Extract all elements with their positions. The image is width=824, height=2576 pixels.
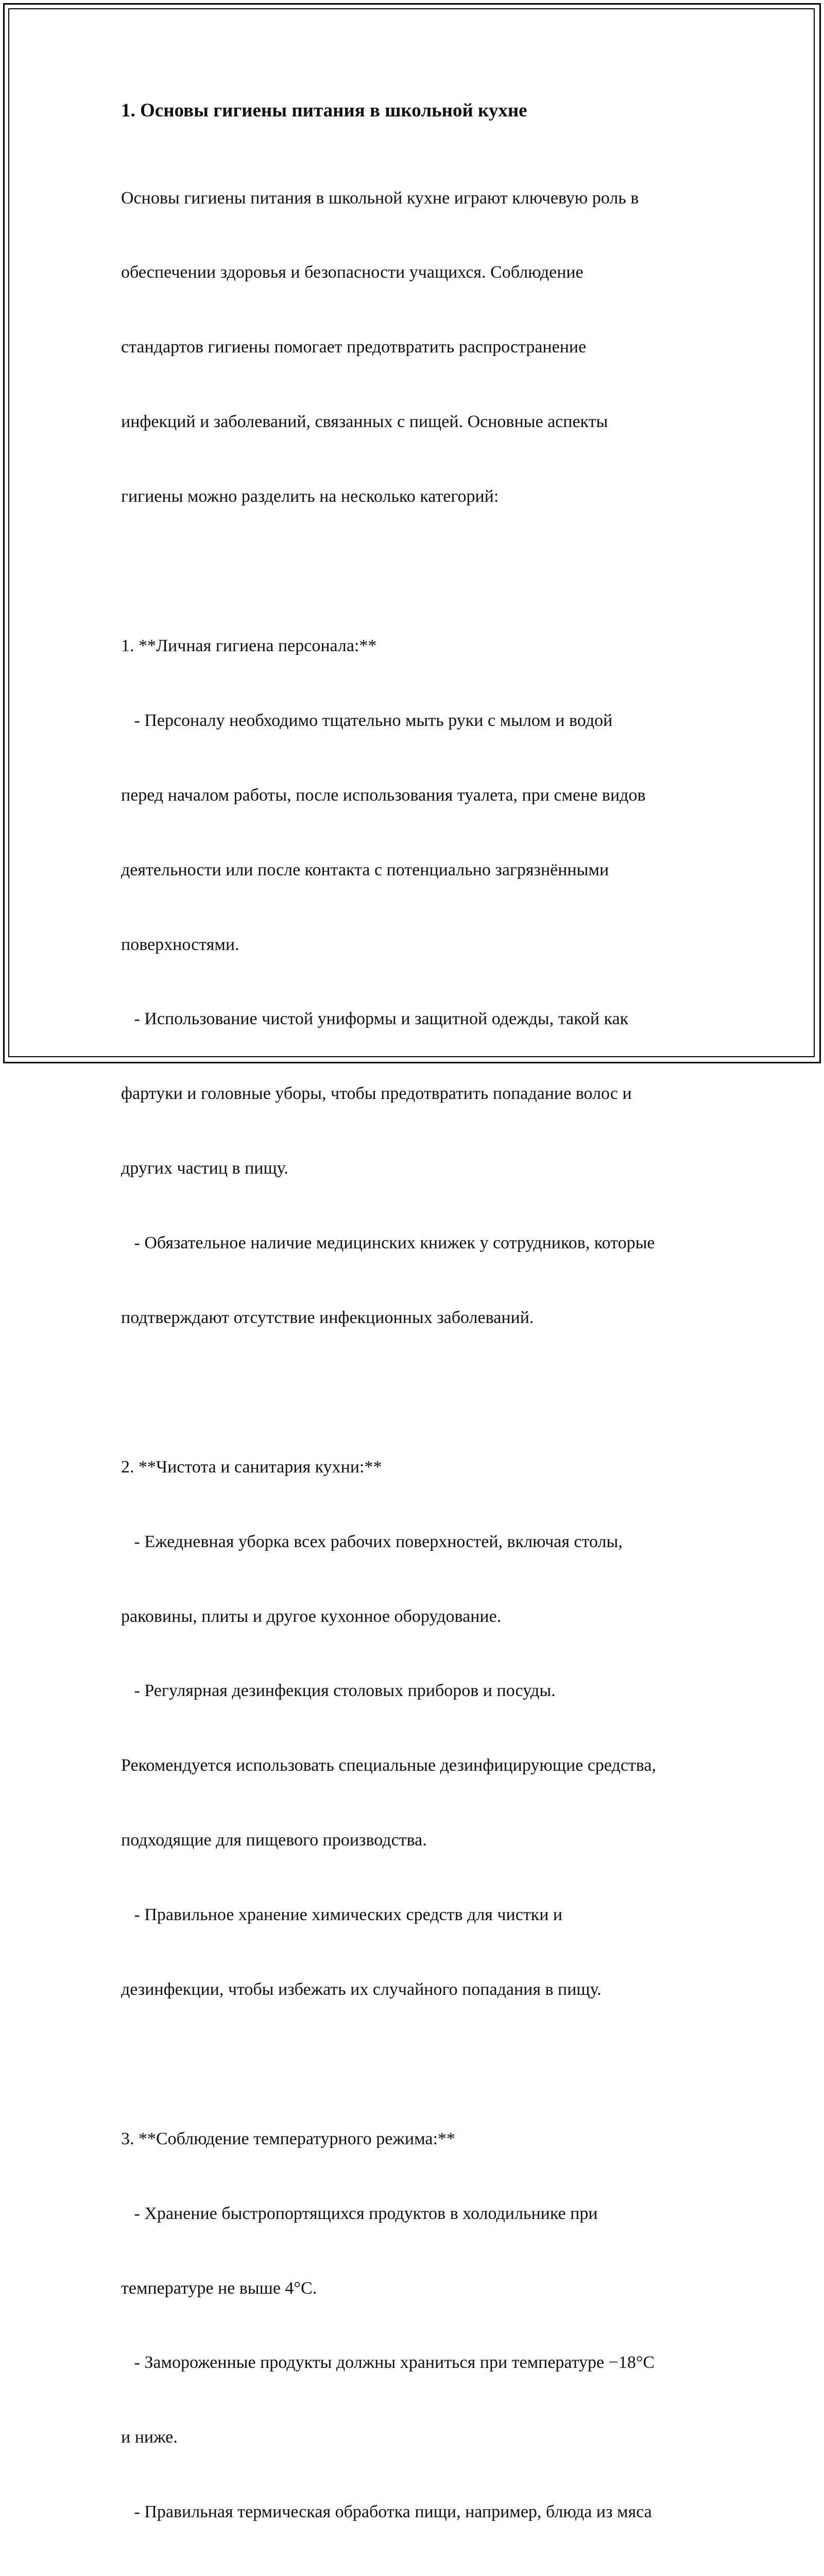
text-line: - Правильное хранение химических средств для чистки и [121, 1905, 563, 1925]
text-line: фартуки и головные уборы, чтобы предотвратить попадание волос и [121, 1084, 632, 1104]
document-page [121, 98, 708, 2576]
text-line: перед началом работы, после использования туалета, при смене видов [121, 785, 646, 805]
text-line: Основы гигиены питания в школьной кухне играют ключевую роль в [121, 188, 639, 208]
text-line: - Обязательное наличие медицинских книжек у сотрудников, которые [121, 1233, 655, 1253]
text-line: стандартов гигиены помогает предотвратить распространение [121, 337, 587, 357]
text-line: подходящие для пищевого производства. [121, 1831, 427, 1850]
text-line: обеспечении здоровья и безопасности учащихся. Соблюдение [121, 263, 583, 282]
text-line: - Ежедневная уборка всех рабочих поверхностей, включая столы, [121, 1532, 623, 1551]
text-line: деятельности или после контакта с потенциально загрязнёнными [121, 860, 609, 879]
blank-line [121, 2052, 708, 2077]
document-body [121, 136, 708, 2576]
text-line: - Персоналу необходимо тщательно мыть руки с мылом и водой [121, 710, 613, 730]
list-item-heading: 2. **Чистота и санитария кухни:** [121, 1457, 382, 1477]
text-line: и ниже. [121, 2428, 178, 2447]
section-title: 1. Основы гигиены питания в школьной кухне [121, 100, 527, 121]
text-line: поверхностями. [121, 935, 239, 954]
text-line: - Хранение быстропортящихся продуктов в холодильнике при [121, 2204, 598, 2223]
text-line: подтверждают отсутствие инфекционных заболеваний. [121, 1308, 534, 1327]
text-line: - Правильная термическая обработка пищи, например, блюда из мяса [121, 2502, 652, 2522]
text-line: инфекций и заболеваний, связанных с пищей. Основные аспекты [121, 412, 608, 432]
list-item-heading: 3. **Соблюдение температурного режима:** [121, 2129, 455, 2148]
text-line: - Использование чистой униформы и защитной одежды, такой как [121, 1009, 629, 1029]
text-line: раковины, плиты и другое кухонное оборудование. [121, 1606, 502, 1626]
blank-line [121, 559, 708, 584]
text-line: других частиц в пищу. [121, 1159, 288, 1178]
text-line: дезинфекции, чтобы избежать их случайного попадания в пищу. [121, 1979, 602, 1999]
text-line: - Замороженные продукты должны храниться при температуре −18°C [121, 2353, 655, 2372]
text-line: температуре не выше 4°C. [121, 2278, 317, 2298]
text-line: гигиены можно разделить на несколько категорий: [121, 487, 499, 506]
text-line: Рекомендуется использовать специальные дезинфицирующие средства, [121, 1756, 656, 1775]
list-item-heading: 1. **Личная гигиена персонала:** [121, 636, 377, 655]
text-line: - Регулярная дезинфекция столовых приборов и посуды. [121, 1681, 556, 1701]
blank-line [121, 1380, 708, 1405]
